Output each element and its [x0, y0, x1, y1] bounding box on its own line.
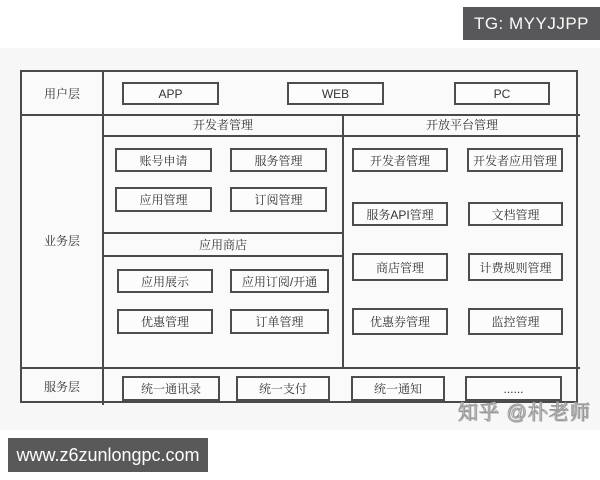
- node-service-api-mgmt: 服务API管理: [352, 202, 448, 226]
- tg-contact-text: TG: MYYJJPP: [473, 13, 590, 33]
- node-web: WEB: [287, 82, 384, 105]
- node-coupon-mgmt: 优惠券管理: [352, 308, 448, 335]
- node-app: APP: [122, 82, 219, 105]
- tg-contact-badge: [463, 7, 600, 40]
- node-store-mgmt: 商店管理: [352, 253, 448, 281]
- node-service-mgmt: 服务管理: [230, 148, 327, 172]
- node-monitor-mgmt: 监控管理: [468, 308, 563, 335]
- node-app-subscribe-open: 应用订阅/开通: [230, 269, 329, 293]
- node-discount-mgmt: 优惠管理: [117, 309, 213, 334]
- node-account-apply: 账号申请: [115, 148, 212, 172]
- layer-label-service: 服务层: [43, 379, 80, 394]
- section-title-open-platform: 开放平台管理: [425, 118, 498, 132]
- divider-app-store-bottom: [102, 255, 342, 257]
- node-pc: PC: [454, 82, 550, 105]
- node-order-mgmt: 订单管理: [230, 309, 329, 334]
- node-unified-contacts: 统一通讯录: [122, 376, 220, 401]
- node-unified-payment: 统一支付: [236, 376, 330, 401]
- site-url-badge: [8, 438, 208, 472]
- node-subscription-mgmt: 订阅管理: [230, 187, 327, 212]
- divider-business-columns: [342, 114, 344, 369]
- architecture-diagram: [20, 70, 578, 403]
- layer-label-business: 业务层: [43, 234, 80, 248]
- zhihu-watermark: 知乎 @朴老师: [458, 402, 591, 424]
- divider-developer-mgmt-header: [102, 135, 342, 137]
- section-title-app-store: 应用商店: [198, 238, 247, 252]
- divider-business-service: [22, 367, 580, 369]
- node-developer-app-mgmt: 开发者应用管理: [467, 148, 563, 172]
- node-app-mgmt: 应用管理: [115, 187, 212, 212]
- node-developer-mgmt: 开发者管理: [352, 148, 448, 172]
- node-billing-rules-mgmt: 计费规则管理: [468, 253, 563, 281]
- node-unified-notification: 统一通知: [351, 376, 445, 401]
- node-ellipsis: ......: [465, 376, 562, 401]
- layer-label-user: 用户层: [43, 86, 80, 101]
- section-title-developer-mgmt: 开发者管理: [192, 118, 253, 132]
- node-app-display: 应用展示: [117, 269, 213, 293]
- node-document-mgmt: 文档管理: [468, 202, 563, 226]
- divider-open-platform-header: [342, 135, 580, 137]
- site-url-text: www.z6zunlongpc.com: [16, 444, 200, 465]
